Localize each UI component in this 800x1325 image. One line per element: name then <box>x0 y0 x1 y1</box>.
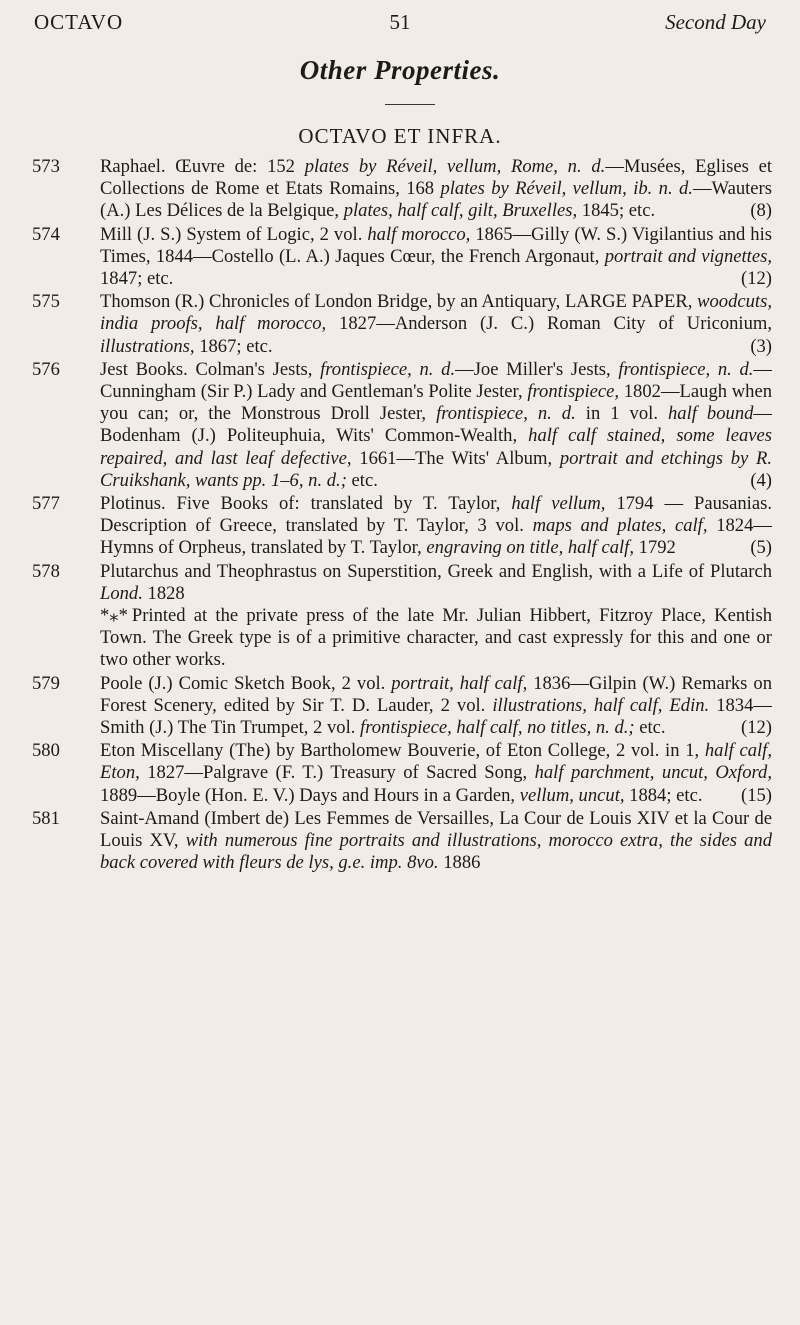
lot-entry <box>32 156 772 223</box>
lot-description <box>100 291 772 358</box>
lot-description-text: Eton Miscellany (The) by Bartholomew Bouverie, of Eton College, 2 vol. in 1, <box>100 740 705 762</box>
lot-description-text: 1792 <box>634 537 676 559</box>
running-head-format: OCTAVO <box>34 10 124 34</box>
lot-description <box>100 493 772 560</box>
lot-number: 577 <box>32 493 60 515</box>
lot-description-italic: frontispiece, n. d. <box>320 358 456 380</box>
lot-description <box>100 561 772 605</box>
lot-description-text: Saint-Amand (Imbert de) Les Femmes de Versailles, La Cour de Louis XIV et la Cour de Louis XV, <box>100 807 772 852</box>
lot-description-text: Poole (J.) Comic Sketch Book, 2 vol. <box>100 672 392 694</box>
lot-description-italic: half calf, Eton, <box>100 740 772 784</box>
lot-description <box>100 156 772 223</box>
lot-description-text: Jest Books. Colman's Jests, <box>100 358 321 380</box>
running-head <box>34 10 766 38</box>
lot-description-text: Plutarchus and Theophrastus on Superstition, Greek and English, with a Life of Plutarch <box>100 560 772 582</box>
lot-description-italic: plates by Réveil, vellum, ib. n. d. <box>440 178 693 200</box>
lot-description <box>100 808 772 875</box>
lot-description <box>100 740 772 807</box>
section-subheading: OCTAVO ET INFRA. <box>298 124 502 148</box>
lot-description <box>100 673 772 740</box>
lot-entry <box>32 224 772 291</box>
lot-description-italic: plates by Réveil, vellum, Rome, n. d. <box>304 156 606 177</box>
lot-description-text: —Musées, Eglises et Collections de Rome et Etats Romains, 168 <box>100 156 772 200</box>
lot-description-text: 1886 <box>438 852 481 874</box>
lot-description-text: 1834—Smith (J.) The Tin Trumpet, 2 vol. <box>100 694 772 739</box>
title-divider <box>385 104 435 105</box>
asterism-mark: *⁎* <box>100 605 128 627</box>
lot-description-text: etc. <box>346 469 378 491</box>
lot-description-italic: with numerous fine portraits and illustrations, morocco extra, the sides and back covered with fleurs de lys, g.e. <box>100 830 772 874</box>
lot-description-italic: frontispiece, <box>527 381 620 403</box>
lot-description-italic: woodcuts, india proofs, half morocco, <box>100 291 772 335</box>
running-head-day: Second Day <box>665 10 766 34</box>
lot-number: 580 <box>32 740 60 762</box>
lot-description-italic: half calf stained, some leaves repaired, and last leaf defective, <box>100 425 772 469</box>
lot-description-text: 1661—The Wits' Album, <box>351 447 560 469</box>
lot-description-text: 1889—Boyle (Hon. E. V.) Days and Hours in a Garden, <box>100 784 520 806</box>
section-title: Other Properties. <box>299 55 501 85</box>
lot-description-italic: engraving on title, half calf, <box>426 537 634 559</box>
lot-number: 579 <box>32 672 60 694</box>
lot-description-italic: illustrations, <box>100 335 195 357</box>
lot-description-text: Mill (J. S.) System of Logic, 2 vol. <box>100 223 368 245</box>
lot-number: 573 <box>32 156 60 177</box>
lot-reference-number: (8) <box>750 200 772 222</box>
lot-list <box>32 156 772 876</box>
lot-reference-number: (3) <box>750 335 772 357</box>
lot-reference-number: (12) <box>741 268 772 290</box>
lot-description-text: 1836—Gilpin (W.) Remarks on Forest Scenery, edited by Sir T. D. Lauder, 2 vol. <box>100 672 772 716</box>
lot-description-italic: vellum, uncut, <box>519 784 625 806</box>
lot-number: 574 <box>32 223 60 245</box>
lot-description <box>100 359 772 492</box>
lot-entry <box>32 740 772 807</box>
lot-description-italic: frontispiece, n. d. <box>618 358 754 380</box>
lot-description-text: —Bodenham (J.) Politeuphuia, Wits' Common-Wealth, <box>100 403 773 447</box>
lot-description-text: 1845; etc. <box>577 200 656 222</box>
lot-entry <box>32 808 772 875</box>
lot-description-text: 1828 <box>142 582 185 604</box>
lot-number: 576 <box>32 358 60 380</box>
lot-reference-number: (4) <box>750 469 772 491</box>
lot-description-text: 1824—Hymns of Orpheus, translated by T. Taylor, <box>100 515 772 559</box>
lot-reference-number: (5) <box>750 537 772 559</box>
lot-entry <box>32 493 772 560</box>
lot-note-text: Printed at the private press of the late Mr. Julian Hibbert, Fitzroy Place, Kentish Town. The Greek type is of a primitive character, and cast expressly for this and one or two other works. <box>100 605 772 671</box>
lot-description-text: Raphael. Œuvre de: 152 <box>100 156 305 177</box>
lot-entry <box>32 291 772 358</box>
lot-description-italic: Lond. <box>100 582 143 604</box>
lot-entry <box>32 561 772 672</box>
lot-note <box>100 605 772 672</box>
lot-description-italic: half vellum, <box>511 493 606 515</box>
lot-reference-number: (15) <box>741 784 772 806</box>
lot-description-italic: portrait, half calf, <box>391 672 528 694</box>
lot-description-italic: portrait and etchings by R. Cruikshank, wants pp. 1–6, n. d.; <box>100 447 772 491</box>
lot-description-text: —Wauters (A.) Les Délices de la Belgique, <box>100 178 772 222</box>
lot-description-text: 1867; etc. <box>194 335 273 357</box>
lot-description-text: —Joe Miller's Jests, <box>455 358 619 380</box>
lot-description-text: 1884; etc. <box>624 784 703 806</box>
lot-description-text: 1794 — Pausanias. Description of Greece, translated by T. Taylor, 3 vol. <box>100 493 772 537</box>
lot-number: 575 <box>32 291 60 313</box>
lot-description-text: 1802—Laugh when you can; or, the Monstrous Droll Jester, <box>100 381 772 425</box>
lot-number: 581 <box>32 807 60 829</box>
lot-description-text: 1827—Palgrave (F. T.) Treasury of Sacred Song, <box>139 762 535 784</box>
lot-description-text: etc. <box>634 717 666 739</box>
lot-reference-number: (12) <box>741 717 772 739</box>
lot-description-text: —Cunningham (Sir P.) Lady and Gentleman's Polite Jester, <box>100 358 772 403</box>
lot-description-italic: plates, half calf, gilt, Bruxelles, <box>343 200 578 222</box>
lot-description-italic: illustrations, half calf, Edin. <box>492 694 710 716</box>
lot-number: 578 <box>32 560 60 582</box>
lot-description-text: Plotinus. Five Books of: translated by T. Taylor, <box>100 493 512 515</box>
lot-description-text: 1865—Gilly (W. S.) Vigilantius and his Times, 1844—Costello (L. A.) Jaques Cœur, the French Argonaut, <box>100 223 772 267</box>
lot-entry <box>32 673 772 740</box>
lot-description-italic: frontispiece, n. d. <box>436 403 576 425</box>
lot-description-italic: half parchment, uncut, Oxford, <box>534 762 772 784</box>
lot-description-italic: frontispiece, half calf, no titles, n. d.; <box>360 717 635 739</box>
lot-description-italic: maps and plates, calf, <box>532 515 708 537</box>
lot-description-italic: portrait and vignettes, <box>604 245 772 267</box>
lot-entry <box>32 359 772 492</box>
lot-description-text: 1847; etc. <box>100 268 174 290</box>
lot-description-text: 1827—Anderson (J. C.) Roman City of Uriconium, <box>326 313 772 335</box>
lot-description-text: in 1 vol. <box>575 403 668 425</box>
lot-description-text: Thomson (R.) Chronicles of London Bridge, by an Antiquary, LARGE PAPER, <box>100 291 698 313</box>
page-number: 51 <box>389 10 411 34</box>
lot-description-italic: imp. 8vo. <box>369 852 439 874</box>
lot-description <box>100 224 772 291</box>
lot-description-italic: half morocco, <box>367 223 471 245</box>
lot-description-italic: half bound <box>667 403 754 425</box>
